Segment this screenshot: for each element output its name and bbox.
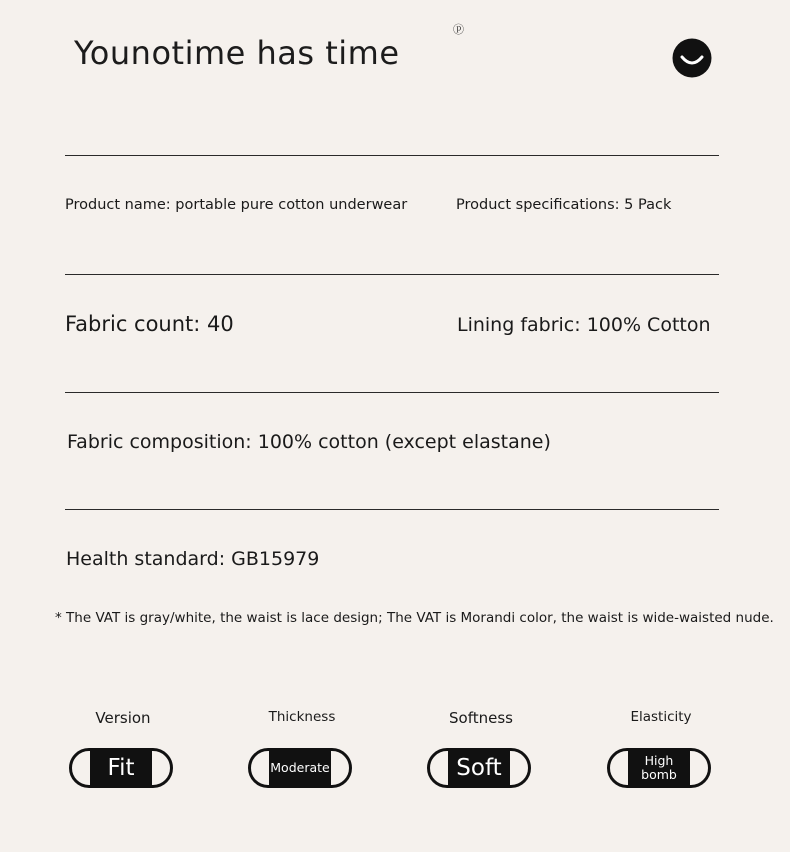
divider xyxy=(65,392,719,393)
attr-pill-softness xyxy=(427,748,531,788)
product-name: Product name: portable pure cotton underwear xyxy=(65,197,408,213)
divider xyxy=(65,509,719,510)
attr-value-thickness: Moderate xyxy=(269,751,331,785)
fabric-composition: Fabric composition: 100% cotton (except elastane) xyxy=(67,431,551,453)
brand-title: Younotime has time xyxy=(74,34,400,72)
product-specifications: Product specifications: 5 Pack xyxy=(456,197,672,213)
divider xyxy=(65,155,719,156)
fabric-count: Fabric count: 40 xyxy=(65,312,234,336)
attr-value-softness: Soft xyxy=(448,751,510,785)
health-standard: Health standard: GB15979 xyxy=(66,548,320,570)
attr-value-version: Fit xyxy=(90,751,152,785)
brand-mark: ⓟ xyxy=(453,23,464,36)
footnote: * The VAT is gray/white, the waist is lace design; The VAT is Morandi color, the waist is wide-waisted nude. xyxy=(55,610,774,626)
attr-pill-thickness xyxy=(248,748,352,788)
attr-label-version: Version xyxy=(95,709,151,727)
attr-label-softness: Softness xyxy=(449,709,513,727)
attr-label-thickness: Thickness xyxy=(268,709,336,725)
attr-pill-version xyxy=(69,748,173,788)
lining-fabric: Lining fabric: 100% Cotton xyxy=(457,314,711,336)
attr-value-elasticity: High bomb xyxy=(628,751,690,785)
smile-icon xyxy=(672,38,712,78)
attr-pill-elasticity xyxy=(607,748,711,788)
divider xyxy=(65,274,719,275)
attr-label-elasticity: Elasticity xyxy=(630,709,692,725)
